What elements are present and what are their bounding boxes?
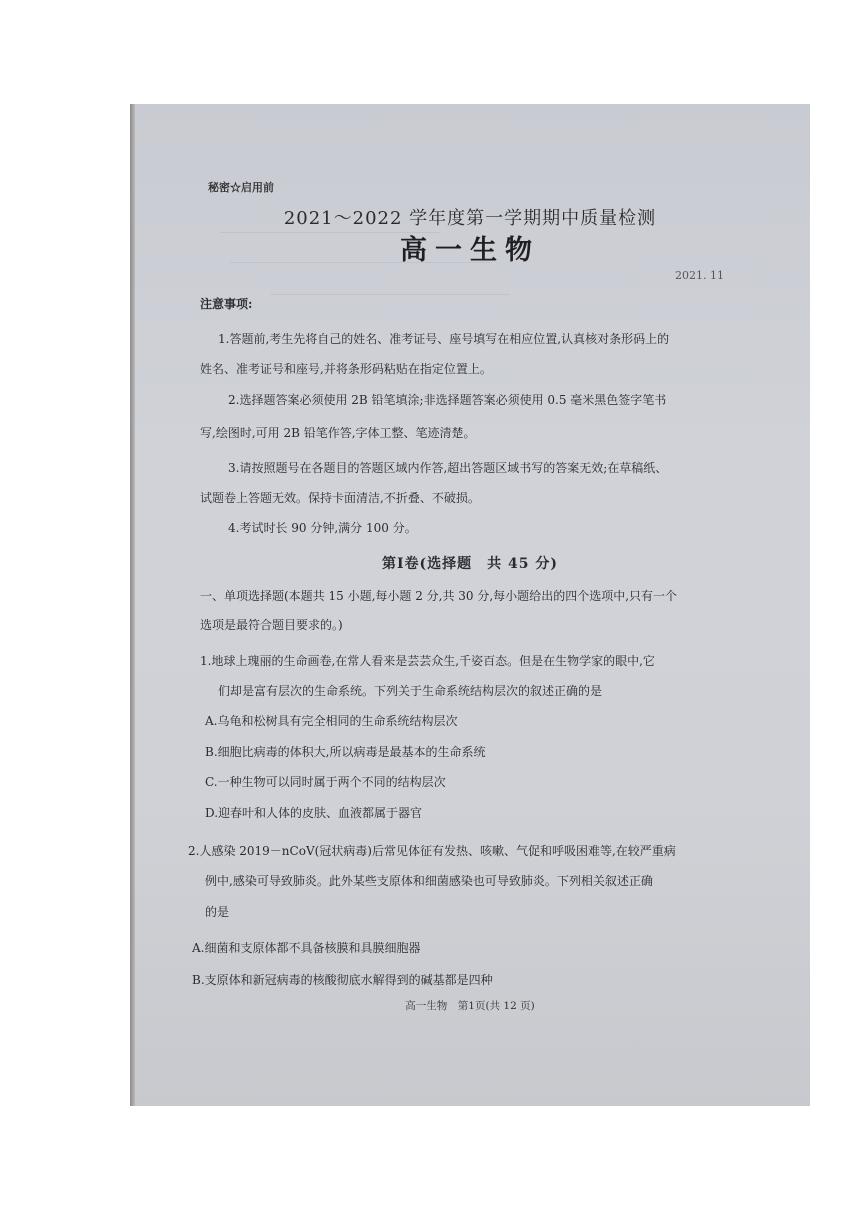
notice-line: 3.请按照题号在各题目的答题区域内作答,超出答题区域书写的答案无效;在草稿纸、 — [228, 461, 668, 475]
answer-option: A.乌龟和松树具有完全相同的生命系统结构层次 — [205, 714, 458, 728]
answer-option: C.一种生物可以同时属于两个不同的结构层次 — [205, 775, 446, 789]
notice-line: 1.答题前,考生先将自己的姓名、准考证号、座号填写在相应位置,认真核对条形码上的 — [218, 332, 670, 346]
question-stem: 们却是富有层次的生命系统。下列关于生命系统结构层次的叙述正确的是 — [218, 684, 603, 698]
confidential-label: 秘密☆启用前 — [208, 181, 274, 194]
page-footer: 高一生物 第1页(共 12 页) — [405, 1000, 535, 1012]
notice-line: 4.考试时长 90 分钟,满分 100 分。 — [228, 521, 417, 535]
notice-heading: 注意事项: — [200, 297, 253, 311]
section-title: 第Ⅰ卷(选择题 共 45 分) — [381, 556, 559, 572]
answer-option: D.迎春叶和人体的皮肤、血液都属于器官 — [205, 806, 423, 820]
photographed-exam-page — [130, 104, 810, 1106]
question-stem: 2.人感染 2019－nCoV(冠状病毒)后常见体征有发热、咳嗽、气促和呼吸困难等,在较严重病 — [188, 844, 676, 858]
question-stem: 的是 — [205, 905, 230, 919]
notice-line: 写,绘图时,可用 2B 铅笔作答,字体工整、笔迹清楚。 — [200, 426, 476, 440]
question-stem: 1.地球上瑰丽的生命画卷,在常人看来是芸芸众生,千姿百态。但是在生物学家的眼中,它 — [200, 654, 655, 668]
section-instruction: 选项是最符合题目要求的。) — [200, 618, 343, 632]
question-stem: 例中,感染可导致肺炎。此外某些支原体和细菌感染也可导致肺炎。下列相关叙述正确 — [205, 874, 653, 888]
show-through-line — [270, 294, 510, 295]
answer-option: A.细菌和支原体都不具备核膜和具膜细胞器 — [192, 941, 421, 955]
notice-line: 2.选择题答案必须使用 2B 铅笔填涂;非选择题答案必须使用 0.5 毫米黑色签字笔书 — [228, 393, 667, 407]
answer-option: B.细胞比病毒的体积大,所以病毒是最基本的生命系统 — [205, 745, 486, 759]
notice-line: 试题卷上答题无效。保持卡面清洁,不折叠、不破损。 — [200, 491, 480, 505]
exam-date: 2021. 11 — [675, 269, 724, 282]
exam-title: 2021～2022 学年度第一学期期中质量检测 — [283, 208, 657, 229]
subject-title: 高一生物 — [400, 235, 540, 266]
notice-line: 姓名、准考证号和座号,并将条形码粘贴在指定位置上。 — [200, 362, 492, 376]
answer-option: B.支原体和新冠病毒的核酸彻底水解得到的碱基都是四种 — [192, 973, 493, 987]
section-instruction: 一、单项选择题(本题共 15 小题,每小题 2 分,共 30 分,每小题给出的四个选项中,只有一个 — [200, 589, 678, 603]
